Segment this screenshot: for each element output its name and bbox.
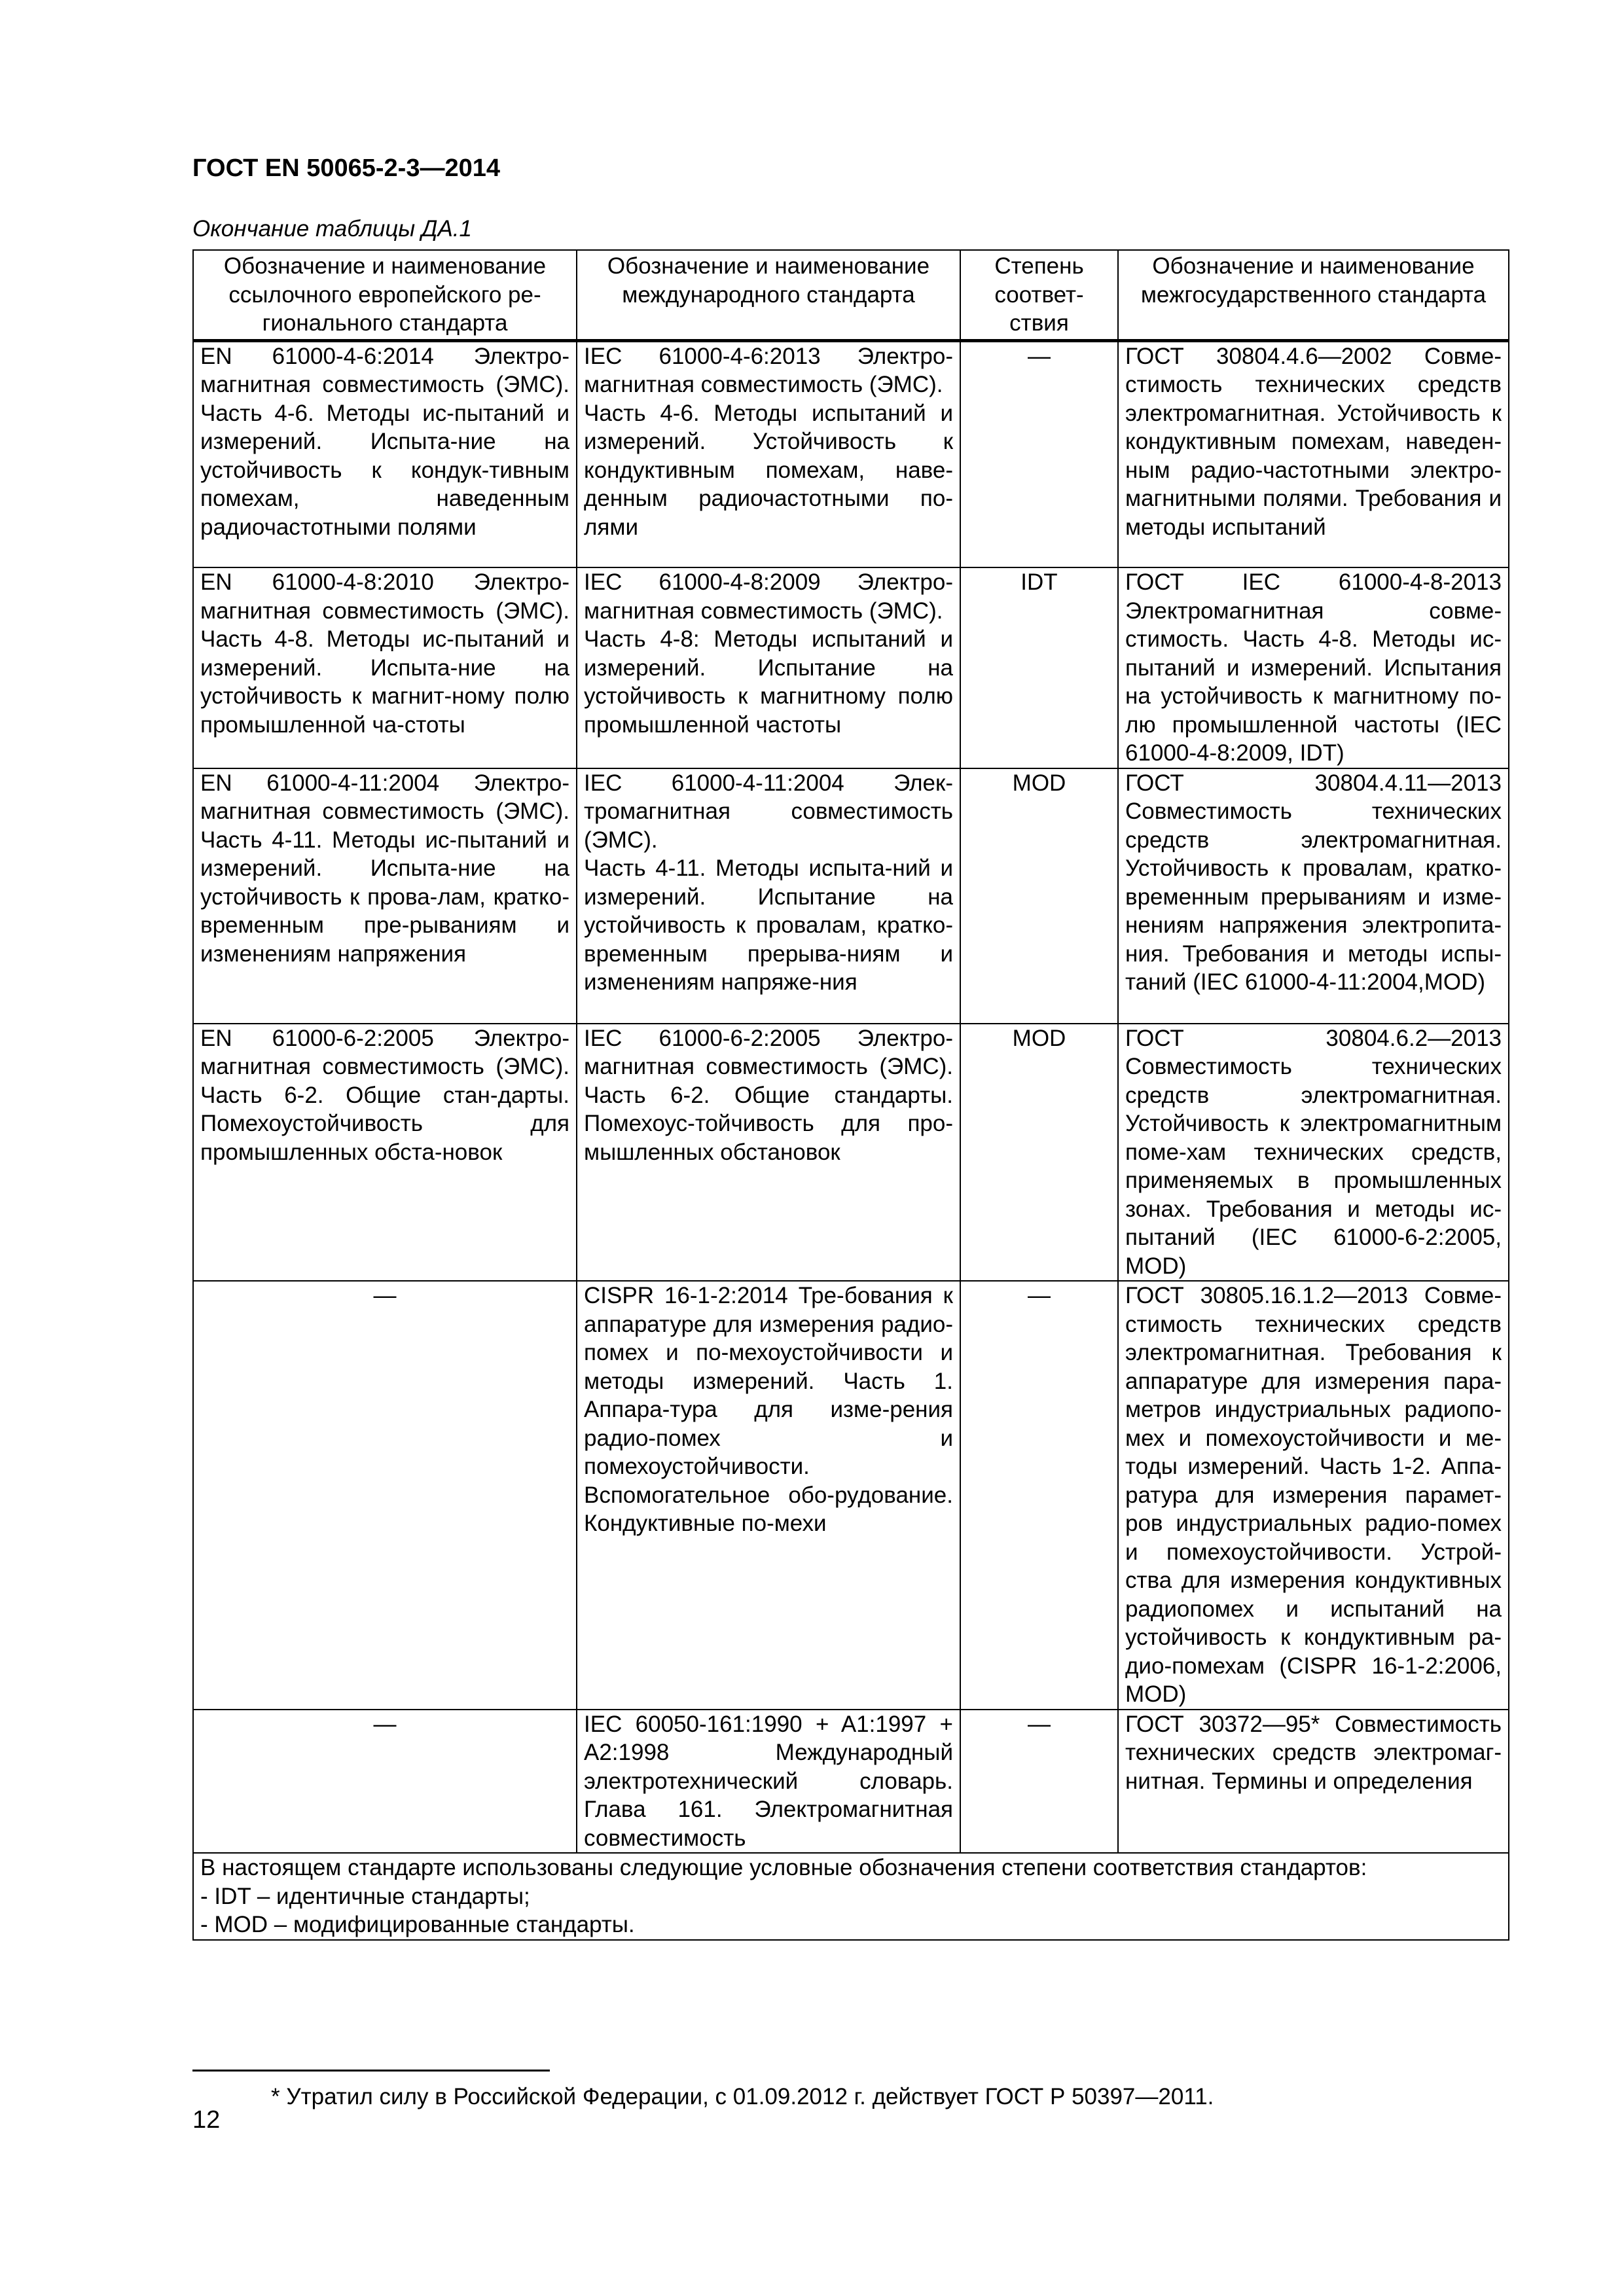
table-notes-row [193,1853,1509,1940]
cell-interstate: ГОСТ 30805.16.1.2—2013 Совме-стимость технических средств электромагнитная. Требования к аппаратуре для измерения пара-метров индустриальных радиопо-мех и помехоустойчивости и ме-тоды измерений. Часть 1-2. Аппа-ратура для измерения парамет-ров индустриальных радио-помех и помехоустойчивости. Устрой-ства для измерения кондуктивных радиопомех и испытаний на устойчивость к кондуктивным ра-дио-помехам (CISPR 16-1-2:2006, MOD) [1118,1281,1509,1710]
cell-interstate: ГОСТ 30804.6.2—2013 Совместимость технических средств электромагнитная. Устойчивость к электромагнитным поме-хам технических средств, применяемых в промышленных зонах. Требования и методы ис-пытаний (IEC 61000-6-2:2005, MOD) [1118,1024,1509,1282]
cell-degree: MOD [960,768,1118,1024]
document-header: ГОСТ EN 50065-2-3—2014 [192,154,500,182]
cell-international-part: Часть 4-8: Методы испытаний и измерений. Испытание на устойчивость к магнитному полю промышленной частоты [584,626,953,738]
cell-degree: MOD [960,1024,1118,1282]
cell-european: EN 61000-4-6:2014 Электро-магнитная совместимость (ЭМС). Часть 4-6. Методы ис-пытаний и измерений. Испыта-ние на устойчивость к кондук-тивным помехам, наведенным радиочастотными полями [193,340,577,567]
standards-table [192,249,1509,1941]
table-header-row [193,250,1509,340]
cell-international-part: Часть 4-6. Методы испытаний и измерений. Устойчивость к кондуктивным помехам, наве-денным радиочастотными по-лями [584,400,953,540]
table-row [193,340,1509,567]
cell-degree: — [960,1710,1118,1854]
table-row [193,567,1509,768]
cell-international [577,768,960,1024]
cell-international-part: IEC 61000-4-8:2009 Электро-магнитная совместимость (ЭМС). [584,569,953,624]
column-header-degree: Степень соответ-ствия [960,250,1118,340]
footnote-separator [192,2070,550,2072]
cell-international [577,567,960,768]
table-row [193,768,1509,1024]
page-number: 12 [192,2106,221,2134]
cell-european: EN 61000-6-2:2005 Электро-магнитная совместимость (ЭМС). Часть 6-2. Общие стан-дарты. Помехоустойчивость для промышленных обста-новок [193,1024,577,1282]
cell-international [577,340,960,567]
note-idt: - IDT – идентичные стандарты; [200,1883,530,1909]
cell-degree: — [960,1281,1118,1710]
cell-international: CISPR 16-1-2:2014 Тре-бования к аппаратуре для измерения радио-помех и по-мехоустойчивости и методы измерений. Часть 1. Аппара-тура для изме-рения радио-помех и помехоустойчивости. Вспомогательное обо-рудование. Кондуктивные по-мехи [577,1281,960,1710]
column-header-european: Обозначение и наименование ссылочного европейского ре-гионального стандарта [193,250,577,340]
table-row [193,1281,1509,1710]
cell-international-part: IEC 61000-4-6:2013 Электро-магнитная совместимость (ЭМС). [584,343,953,397]
table-row [193,1710,1509,1854]
table-caption: Окончание таблицы ДА.1 [192,216,472,242]
cell-international: IEC 60050-161:1990 + A1:1997 + A2:1998 Международный электротехнический словарь. Глава 161. Электромагнитная совместимость [577,1710,960,1854]
cell-european: — [193,1710,577,1854]
cell-interstate: ГОСТ 30804.4.11—2013 Совместимость технических средств электромагнитная. Устойчивость к провалам, кратко-временным прерываниям и изме-нениям напряжения электропита-ния. Требования и методы испы-таний (IEC 61000-4-11:2004,MOD) [1118,768,1509,1024]
cell-european: EN 61000-4-11:2004 Электро-магнитная совместимость (ЭМС). Часть 4-11. Методы ис-пытаний и измерений. Испыта-ние на устойчивость к прова-лам, кратко-временным пре-рываниям и изменениям напряжения [193,768,577,1024]
note-intro: В настоящем стандарте использованы следующие условные обозначения степени соответствия стандартов: [200,1855,1367,1880]
cell-international-part: IEC 61000-4-11:2004 Элек-тромагнитная совместимость (ЭМС). [584,770,953,853]
table-row [193,1024,1509,1282]
cell-international-part: Часть 4-11. Методы испыта-ний и измерений. Испытание на устойчивость к провалам, кратко-временным прерыва-ниям и изменениям напряже-ния [584,855,953,995]
cell-european: — [193,1281,577,1710]
cell-interstate: ГОСТ 30372—95* Совместимость технических средств электромаг-нитная. Термины и определения [1118,1710,1509,1854]
column-header-interstate: Обозначение и наименование межгосударственного стандарта [1118,250,1509,340]
cell-degree: — [960,340,1118,567]
cell-degree: IDT [960,567,1118,768]
note-mod: - MOD – модифицированные стандарты. [200,1912,635,1937]
cell-interstate: ГОСТ IEC 61000-4-8-2013 Электромагнитная совме-стимость. Часть 4-8. Методы ис-пытаний и измерений. Испытания на устойчивость к магнитному по-лю промышленной частоты (IEC 61000-4-8:2009, IDT) [1118,567,1509,768]
cell-interstate: ГОСТ 30804.4.6—2002 Совме-стимость технических средств электромагнитная. Устойчивость к кондуктивным помехам, наведен-ным радио-частотными электро-магнитными полями. Требования и методы испытаний [1118,340,1509,567]
cell-european: EN 61000-4-8:2010 Электро-магнитная совместимость (ЭМС). Часть 4-8. Методы ис-пытаний и измерений. Испыта-ние на устойчивость к магнит-ному полю промышленной ча-стоты [193,567,577,768]
column-header-international: Обозначение и наименование международного стандарта [577,250,960,340]
table-notes [193,1853,1509,1940]
cell-international: IEC 61000-6-2:2005 Электро-магнитная совместимость (ЭМС). Часть 6-2. Общие стандарты. Помехоус-тойчивость для про-мышленных обстановок [577,1024,960,1282]
footnote: * Утратил силу в Российской Федерации, с 01.09.2012 г. действует ГОСТ Р 50397—2011. [271,2084,1214,2109]
